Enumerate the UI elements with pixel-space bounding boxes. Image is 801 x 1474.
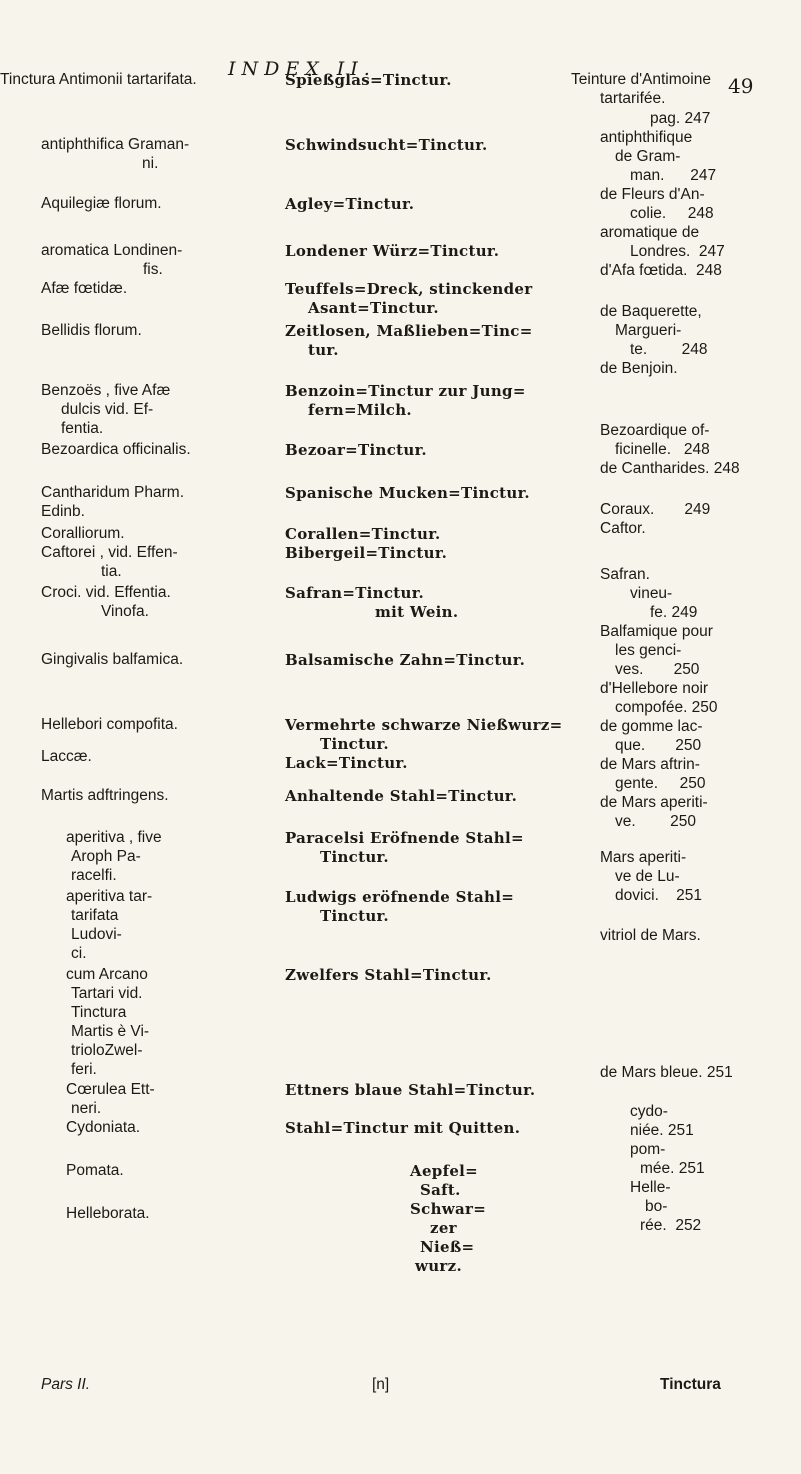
french-line: que. 250 [615, 737, 702, 754]
french-line: te. 248 [630, 341, 708, 358]
german-line: Ettners blaue Stahl=Tinctur. [285, 1081, 536, 1099]
latin-line: feri. [71, 1061, 97, 1078]
latin-line: dulcis vid. Ef- [61, 401, 154, 418]
latin-line: Bellidis florum. [41, 322, 142, 339]
latin-line: ci. [71, 945, 87, 962]
german-line: Spießglas=Tinctur. [285, 71, 452, 89]
german-line: Schwar= [410, 1200, 487, 1218]
french-line: ves. 250 [615, 661, 700, 678]
latin-line: racelfi. [71, 867, 117, 884]
french-line: Caftor. [600, 520, 646, 537]
french-line: Balfamique pour [600, 623, 713, 640]
latin-line: fis. [143, 261, 163, 278]
latin-line: cum Arcano [66, 966, 148, 983]
german-line: mit Wein. [375, 603, 459, 621]
latin-line: neri. [71, 1100, 102, 1117]
french-line: d'Hellebore noir [600, 680, 709, 697]
latin-line: Hellebori compofita. [41, 716, 178, 733]
french-line: vitriol de Mars. [600, 927, 701, 944]
latin-line: Bezoardica officinalis. [41, 441, 191, 458]
french-line: les genci- [615, 642, 682, 659]
german-line: Bezoar=Tinctur. [285, 441, 427, 459]
latin-line: Coralliorum. [41, 525, 125, 542]
latin-line: trioloZwel- [71, 1042, 143, 1059]
french-line: de Baquerette, [600, 303, 702, 320]
running-header: INDEX II. [228, 58, 376, 80]
german-line: Balsamische Zahn=Tinctur. [285, 651, 526, 669]
latin-line: Aquilegiæ florum. [41, 195, 162, 212]
french-line: Mars aperiti- [600, 849, 687, 866]
french-line: de gomme lac- [600, 718, 703, 735]
german-line: Zeitlosen, Maßlieben=Tinc= [285, 322, 533, 340]
latin-line: Afæ fœtidæ. [41, 280, 128, 297]
french-line: tartarifée. [600, 90, 666, 107]
latin-line: Tartari vid. [71, 985, 143, 1002]
latin-line: Aroph Pa- [71, 848, 141, 865]
german-line: Anhaltende Stahl=Tinctur. [285, 787, 518, 805]
german-line: Stahl=Tinctur mit Quitten. [285, 1119, 521, 1137]
german-line: Paracelsi Eröfnende Stahl= [285, 829, 524, 847]
german-line: Benzoin=Tinctur zur Jung= [285, 382, 526, 400]
french-line: Helle- [630, 1179, 671, 1196]
french-line: ve de Lu- [615, 868, 680, 885]
french-line: Bezoardique of- [600, 422, 710, 439]
latin-line: Tinctura [71, 1004, 127, 1021]
german-line: Zwelfers Stahl=Tinctur. [285, 966, 492, 984]
german-line: Corallen=Tinctur. [285, 525, 441, 543]
french-line: niée. 251 [630, 1122, 694, 1139]
french-line: man. 247 [630, 167, 717, 184]
german-line: Saft. [420, 1181, 461, 1199]
latin-line: Vinofa. [101, 603, 149, 620]
german-line: wurz. [415, 1257, 462, 1275]
french-line: bo- [645, 1198, 668, 1215]
french-line: vineu- [630, 585, 673, 602]
latin-line: Pomata. [66, 1162, 124, 1179]
french-line: Safran. [600, 566, 650, 583]
signature-mark: Pars II. [41, 1376, 91, 1393]
latin-line: Martis è Vi- [71, 1023, 150, 1040]
french-line: rée. 252 [640, 1217, 702, 1234]
french-line: d'Afa fœtida. 248 [600, 262, 722, 279]
latin-line: tia. [101, 563, 122, 580]
sheet-mark: [n] [372, 1376, 390, 1393]
german-line: Agley=Tinctur. [285, 195, 415, 213]
french-line: cydo- [630, 1103, 668, 1120]
french-line: ve. 250 [615, 813, 696, 830]
french-line: de Benjoin. [600, 360, 678, 377]
french-line: pom- [630, 1141, 666, 1158]
german-line: Bibergeil=Tinctur. [285, 544, 448, 562]
german-line: tur. [308, 341, 339, 359]
german-line: Londener Würz=Tinctur. [285, 242, 500, 260]
latin-line: Ludovi- [71, 926, 122, 943]
french-line: de Mars aperiti- [600, 794, 708, 811]
latin-line: tarifata [71, 907, 119, 924]
french-line: antiphthifique [600, 129, 693, 146]
french-line: de Mars aftrin- [600, 756, 700, 773]
french-line: compofée. 250 [615, 699, 718, 716]
latin-line: aromatica Londinen- [41, 242, 183, 259]
french-line: de Fleurs d'An- [600, 186, 705, 203]
german-line: fern=Milch. [308, 401, 412, 419]
french-line: pag. 247 [650, 110, 711, 127]
french-line: gente. 250 [615, 775, 706, 792]
french-line: dovici. 251 [615, 887, 703, 904]
catchword: Tinctura [660, 1376, 721, 1393]
latin-line: Cydoniata. [66, 1119, 141, 1136]
german-line: Nieß= [420, 1238, 475, 1256]
latin-line: Cœrulea Ett- [66, 1081, 155, 1098]
german-line: Tinctur. [320, 848, 389, 866]
latin-line: Edinb. [41, 503, 85, 520]
french-line: Coraux. 249 [600, 501, 711, 518]
german-line: Asant=Tinctur. [308, 299, 439, 317]
french-line: de Mars bleue. 251 [600, 1064, 733, 1081]
german-line: Teuffels=Dreck, stinckender [285, 280, 533, 298]
latin-line: Helleborata. [66, 1205, 150, 1222]
page-number: 49 [728, 74, 754, 98]
french-line: de Gram- [615, 148, 681, 165]
french-line: Margueri- [615, 322, 682, 339]
latin-line: Benzoës , five Afæ [41, 382, 171, 399]
german-line: Tinctur. [320, 907, 389, 925]
latin-line: Gingivalis balfamica. [41, 651, 184, 668]
latin-line: Caftorei , vid. Effen- [41, 544, 178, 561]
french-line: Teinture d'Antimoine [571, 71, 711, 88]
german-line: zer [430, 1219, 457, 1237]
latin-line: fentia. [61, 420, 104, 437]
german-line: Safran=Tinctur. [285, 584, 425, 602]
latin-line: antiphthifica Graman- [41, 136, 190, 153]
latin-line: aperitiva , five [66, 829, 162, 846]
french-line: colie. 248 [630, 205, 714, 222]
german-line: Ludwigs eröfnende Stahl= [285, 888, 515, 906]
french-line: mée. 251 [640, 1160, 705, 1177]
latin-line: Croci. vid. Effentia. [41, 584, 171, 601]
latin-line: Cantharidum Pharm. [41, 484, 185, 501]
french-line: ficinelle. 248 [615, 441, 710, 458]
latin-line: Laccæ. [41, 748, 92, 765]
german-line: Spanische Mucken=Tinctur. [285, 484, 530, 502]
german-line: Tinctur. [320, 735, 389, 753]
latin-line: Tinctura Antimonii tartarifata. [0, 71, 197, 88]
latin-line: Martis adftringens. [41, 787, 169, 804]
german-line: Lack=Tinctur. [285, 754, 408, 772]
german-line: Vermehrte schwarze Nießwurz= [285, 716, 563, 734]
latin-line: aperitiva tar- [66, 888, 153, 905]
latin-line: ni. [142, 155, 159, 172]
german-line: Schwindsucht=Tinctur. [285, 136, 488, 154]
french-line: fe. 249 [650, 604, 698, 621]
french-line: Londres. 247 [630, 243, 725, 260]
german-line: Aepfel= [410, 1162, 479, 1180]
french-line: de Cantharides. 248 [600, 460, 740, 477]
french-line: aromatique de [600, 224, 700, 241]
